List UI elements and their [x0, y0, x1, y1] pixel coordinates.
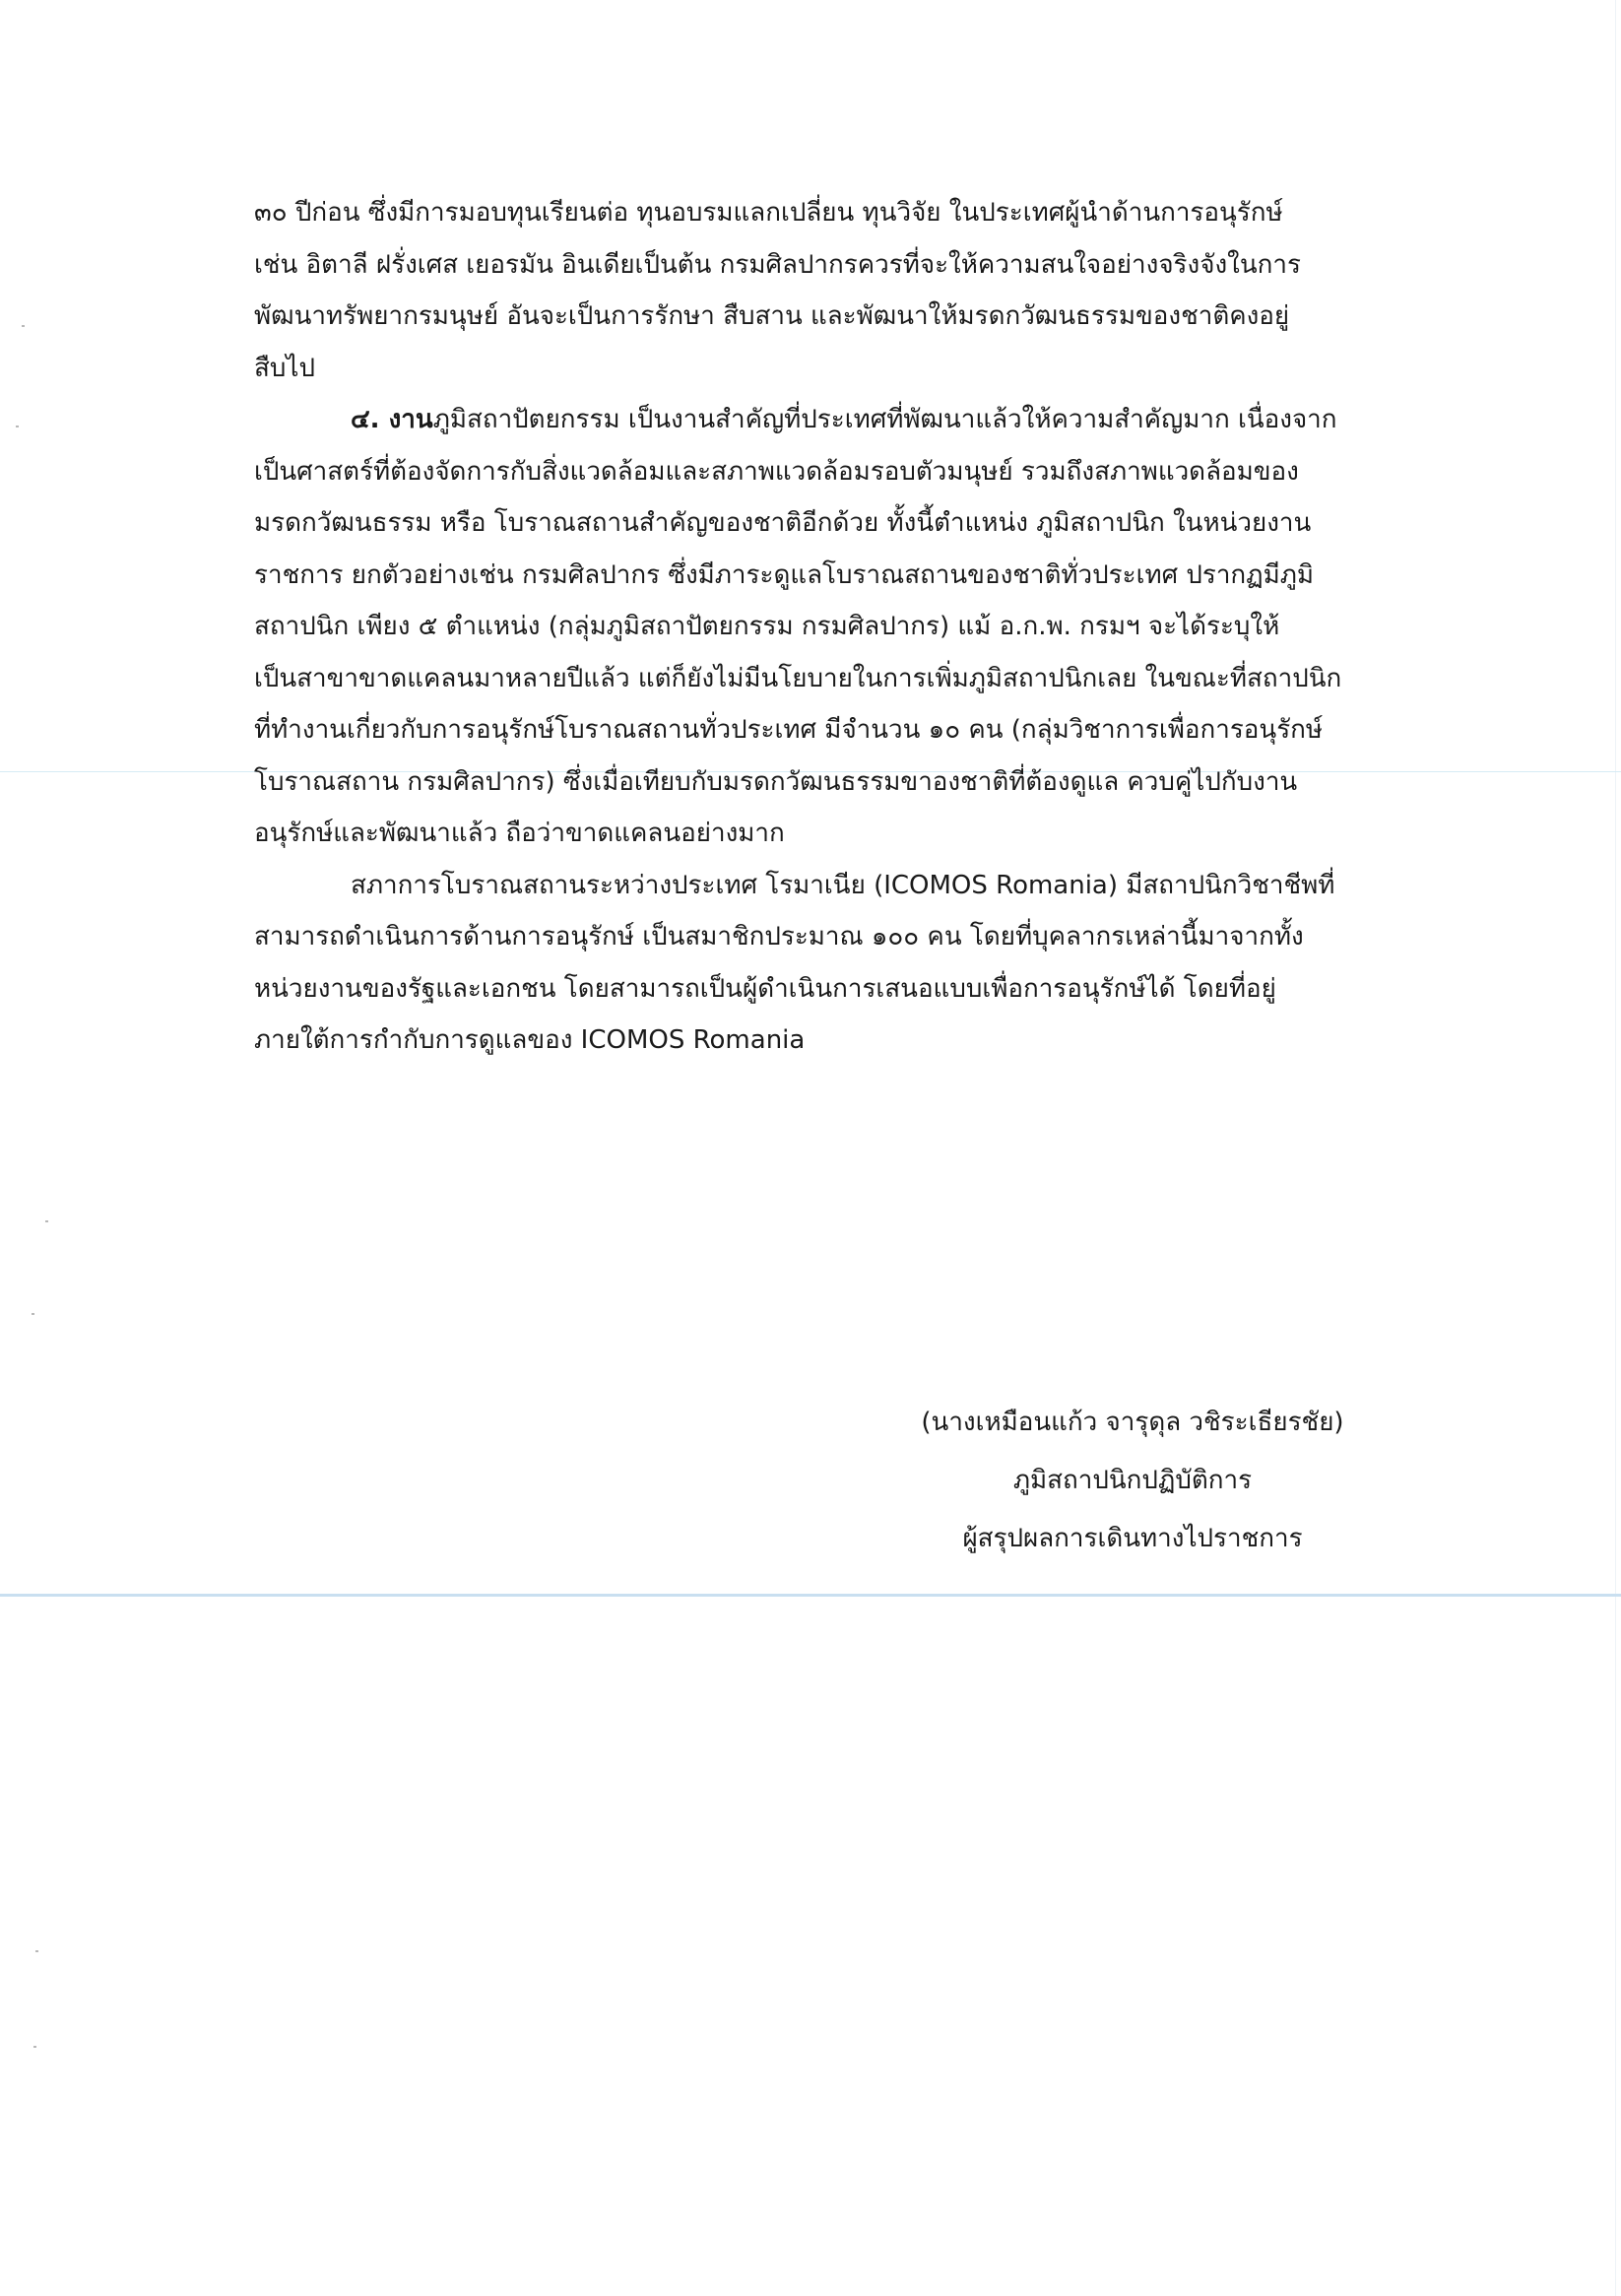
signatory-position: ภูมิสถาปนิกปฏิบัติการ	[1012, 1466, 1253, 1495]
paragraph-icomos-romania	[254, 860, 1367, 1067]
text-line: เช่น อิตาลี ฝรั่งเศส เยอรมัน อินเดียเป็นต้น กรมศิลปากรควรที่จะให้ความสนใจอย่างจริงจังในการ	[254, 249, 1301, 280]
text-line: หน่วยงานของรัฐและเอกชน โดยสามารถเป็นผู้ดำเนินการเสนอแบบเพื่อการอนุรักษ์ได้ โดยที่อยู่	[254, 973, 1276, 1004]
signature-block	[857, 1394, 1408, 1568]
paragraph-intro	[254, 187, 1367, 394]
paragraph-landscape-architecture	[254, 394, 1367, 860]
scan-speck	[16, 426, 19, 427]
scan-speck	[33, 2046, 36, 2048]
text-line: เป็นศาสตร์ที่ต้องจัดการกับสิ่งแวดล้อมและสภาพแวดล้อมรอบตัวมนุษย์ รวมถึงสภาพแวดล้อมของ	[254, 456, 1299, 487]
signatory-name: (นางเหมือนแก้ว จารุดุล วชิระเธียรชัย)	[921, 1408, 1344, 1437]
text-line: ๓๐ ปีก่อน ซึ่งมีการมอบทุนเรียนต่อ ทุนอบรมแลกเปลี่ยน ทุนวิจัย ในประเทศผู้นำด้านการอนุรักษ์	[254, 198, 1283, 228]
scan-speck	[45, 1220, 48, 1222]
text-line	[254, 394, 1367, 446]
section-heading: ๔. งาน	[351, 405, 433, 434]
scan-speck	[32, 1313, 34, 1315]
scan-speck	[35, 1950, 38, 1952]
text-line: เป็นสาขาขาดแคลนมาหลายปีแล้ว แต่ก็ยังไม่มีนโยบายในการเพิ่มภูมิสถาปนิกเลย ในขณะที่สถาปนิก	[254, 663, 1342, 693]
text-line: ราชการ ยกตัวอย่างเช่น กรมศิลปากร ซึ่งมีภาระดูแลโบราณสถานของชาติทั่วประเทศ ปรากฏมีภูมิ	[254, 559, 1315, 590]
text-line: ภายใต้การกำกับการดูแลของ ICOMOS Romania	[254, 1025, 806, 1055]
scan-speck	[22, 325, 25, 327]
text-span: ภูมิสถาปัตยกรรม เป็นงานสำคัญที่ประเทศที่พัฒนาแล้วให้ความสำคัญมาก เนื่องจาก	[432, 405, 1337, 434]
scan-artifact-line	[0, 1594, 1621, 1597]
signatory-role: ผู้สรุปผลการเดินทางไปราชการ	[962, 1524, 1303, 1553]
text-line: มรดกวัฒนธรรม หรือ โบราณสถานสำคัญของชาติอีกด้วย ทั้งนี้ตำแหน่ง ภูมิสถาปนิก ในหน่วยงาน	[254, 508, 1312, 538]
text-line: พัฒนาทรัพยากรมนุษย์ อันจะเป็นการรักษา สืบสาน และพัฒนาให้มรดกวัฒนธรรมของชาติคงอยู่	[254, 301, 1290, 331]
text-line: สภาการโบราณสถานระหว่างประเทศ โรมาเนีย (ICOMOS Romania) มีสถาปนิกวิชาชีพที่	[351, 870, 1335, 900]
text-line: ที่ทำงานเกี่ยวกับการอนุรักษ์โบราณสถานทั่วประเทศ มีจำนวน ๑๐ คน (กลุ่มวิชาการเพื่อการอนุรักษ์	[254, 715, 1324, 745]
text-line: สถาปนิก เพียง ๕ ตำแหน่ง (กลุ่มภูมิสถาปัตยกรรม กรมศิลปากร) แม้ อ.ก.พ. กรมฯ จะได้ระบุให้	[254, 612, 1280, 641]
text-line: โบราณสถาน กรมศิลปากร) ซึ่งเมื่อเทียบกับมรดกวัฒนธรรมขาองชาติที่ต้องดูแล ควบคู่ไปกับงาน	[254, 766, 1298, 797]
text-line: อนุรักษ์และพัฒนาแล้ว ถือว่าขาดแคลนอย่างมาก	[254, 819, 785, 848]
text-line: สามารถดำเนินการด้านการอนุรักษ์ เป็นสมาชิกประมาณ ๑๐๐ คน โดยที่บุคลากรเหล่านี้มาจากทั้ง	[254, 922, 1304, 951]
text-line: สืบไป	[254, 353, 315, 383]
document-body	[254, 187, 1367, 1067]
scan-edge-line	[1615, 0, 1616, 2296]
